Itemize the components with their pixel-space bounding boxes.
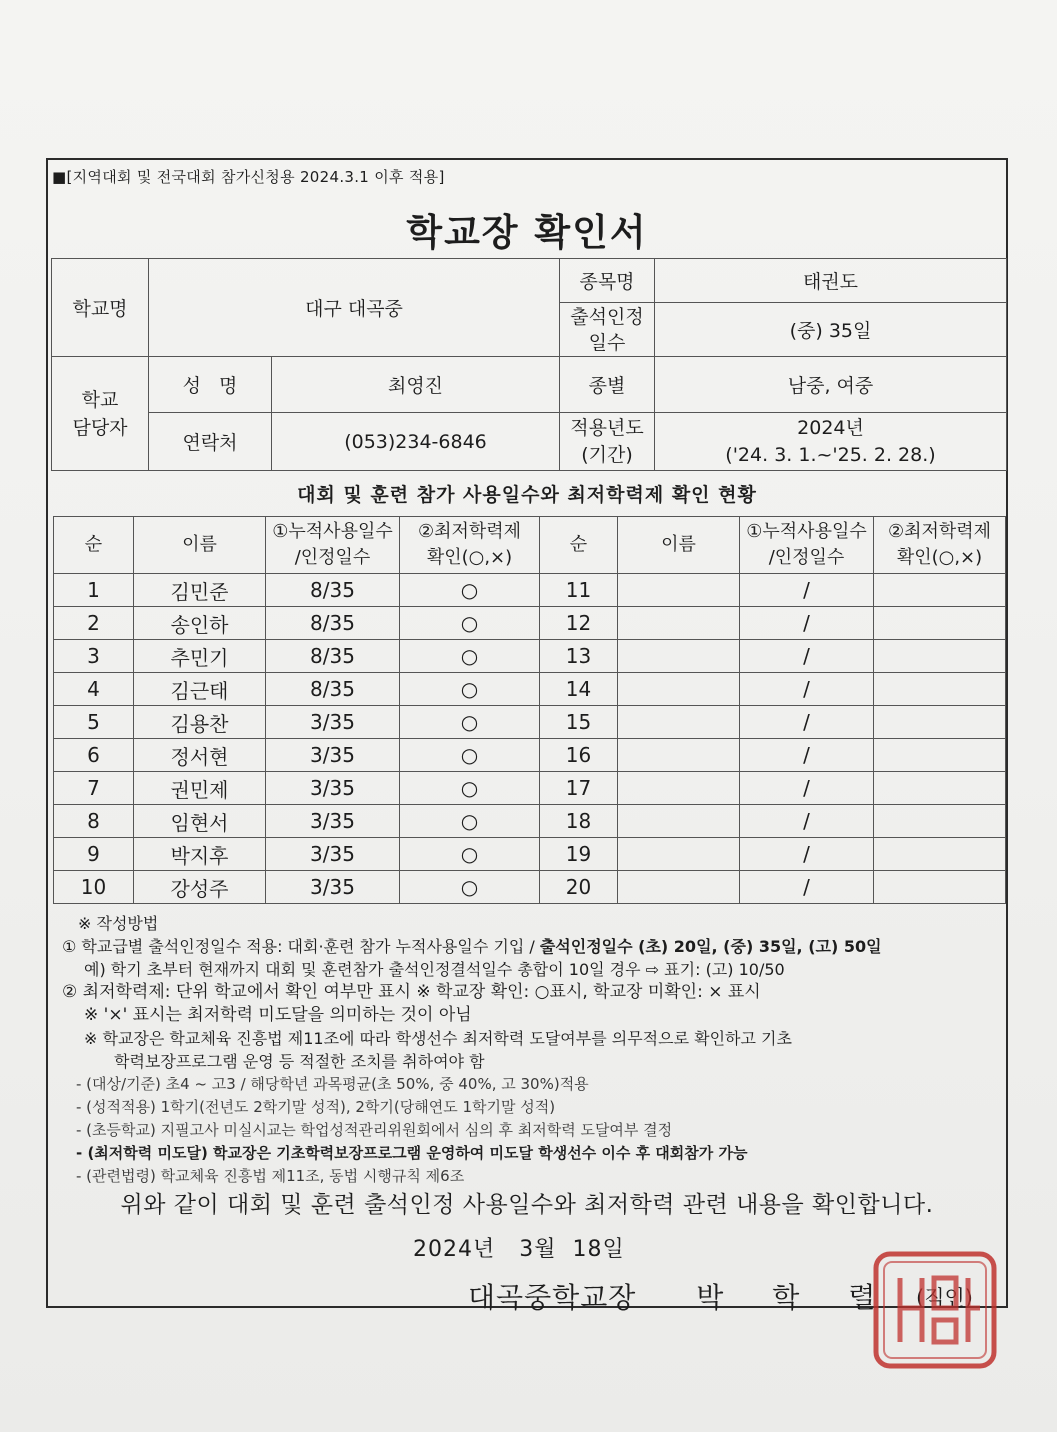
table-row: [54, 574, 1006, 607]
row-name: 김민준: [134, 574, 266, 607]
row-no: 17: [540, 772, 618, 805]
row-days: /: [740, 706, 874, 739]
row-name: [618, 607, 740, 640]
header-check: ②최저학력제 확인(○,×): [400, 517, 540, 574]
row-days: 8/35: [266, 574, 400, 607]
name-value: 최영진: [272, 357, 560, 413]
header-no: 순: [54, 517, 134, 574]
note-line: - (초등학교) 지필고사 미실시교는 학업성적관리위원회에서 심의 후 최저학력 도달여부 결정: [76, 1121, 673, 1139]
row-check: [874, 838, 1006, 871]
row-days: /: [740, 607, 874, 640]
row-no: 20: [540, 871, 618, 904]
row-check: [874, 640, 1006, 673]
row-check: [874, 607, 1006, 640]
section-title: 대회 및 훈련 참가 사용일수와 최저학력제 확인 현황: [297, 484, 757, 506]
row-check: [874, 739, 1006, 772]
name-label: 성 명: [149, 357, 272, 413]
row-name: [618, 739, 740, 772]
row-check: ○: [400, 871, 540, 904]
row-check: ○: [400, 838, 540, 871]
header-no: 순: [540, 517, 618, 574]
note-line: 예) 학기 초부터 현재까지 대회 및 훈련참가 출석인정결석일수 총합이 10일 경우 ⇨ 표기: (고) 10/50: [84, 960, 785, 979]
table-row: [54, 673, 1006, 706]
header-note: ■[지역대회 및 전국대회 참가신청용 2024.3.1 이후 적용]: [52, 168, 445, 186]
table-row: [54, 772, 1006, 805]
row-check: [874, 805, 1006, 838]
row-no: 6: [54, 739, 134, 772]
note-bold-text: 출석인정일수 (초) 20일, (중) 35일, (고) 50일: [539, 937, 882, 956]
row-no: 11: [540, 574, 618, 607]
row-check: ○: [400, 739, 540, 772]
row-no: 8: [54, 805, 134, 838]
gender-label: 종별: [560, 357, 655, 413]
row-no: 14: [540, 673, 618, 706]
note-line: [62, 935, 1002, 958]
row-name: 추민기: [134, 640, 266, 673]
note-line: - (대상/기준) 초4 ~ 고3 / 해당학년 과목평균(초 50%, 중 40%, 고 30%)적용: [76, 1075, 589, 1093]
manager-label: 학교 담당자: [52, 357, 149, 471]
note-line: 학력보장프로그램 운영 등 적절한 조치를 취하여야 함: [114, 1052, 485, 1071]
attendance-label: 출석인정 일수: [560, 303, 655, 357]
note-line: - (성적적용) 1학기(전년도 2학기말 성적), 2학기(당해연도 1학기말 성적): [76, 1098, 556, 1116]
contact-value: (053)234-6846: [272, 413, 560, 471]
row-check: ○: [400, 673, 540, 706]
notes-heading: ※ 작성방법: [78, 914, 159, 933]
table-row: [54, 607, 1006, 640]
header-name: 이름: [618, 517, 740, 574]
row-days: 3/35: [266, 772, 400, 805]
row-no: 13: [540, 640, 618, 673]
info-table: [51, 258, 1007, 471]
row-name: 임현서: [134, 805, 266, 838]
row-name: [618, 706, 740, 739]
row-check: ○: [400, 706, 540, 739]
row-days: /: [740, 739, 874, 772]
instructions: [62, 912, 1002, 1188]
row-name: [618, 772, 740, 805]
page-title: 학교장 확인서: [406, 211, 648, 254]
school-label: 학교명: [52, 259, 149, 357]
row-days: 3/35: [266, 838, 400, 871]
row-no: 5: [54, 706, 134, 739]
row-name: 김용찬: [134, 706, 266, 739]
row-check: ○: [400, 640, 540, 673]
gender-value: 남중, 여중: [655, 357, 1007, 413]
seal-label: (직인): [916, 1286, 973, 1310]
header-days: ①누적사용일수 /인정일수: [266, 517, 400, 574]
contact-label: 연락처: [149, 413, 272, 471]
row-days: 3/35: [266, 739, 400, 772]
period-value: ('24. 3. 1.~'25. 2. 28.): [725, 443, 936, 466]
header-days: ①누적사용일수 /인정일수: [740, 517, 874, 574]
row-no: 3: [54, 640, 134, 673]
row-days: /: [740, 871, 874, 904]
school-seal-icon: [870, 1248, 1000, 1372]
event-value: 태권도: [655, 259, 1007, 303]
row-check: [874, 673, 1006, 706]
row-name: [618, 838, 740, 871]
signer-name: 박 학 렬: [696, 1281, 896, 1314]
row-no: 9: [54, 838, 134, 871]
row-no: 15: [540, 706, 618, 739]
row-check: [874, 871, 1006, 904]
row-check: [874, 574, 1006, 607]
note-line: ② 최저학력제: 단위 학교에서 확인 여부만 표시 ※ 학교장 확인: ○표시, 학교장 미확인: × 표시: [62, 982, 761, 1002]
school-value: 대구 대곡중: [149, 259, 560, 357]
participant-table: [53, 516, 1006, 904]
row-days: /: [740, 805, 874, 838]
row-check: ○: [400, 607, 540, 640]
row-no: 1: [54, 574, 134, 607]
signer: [468, 1276, 895, 1316]
row-no: 7: [54, 772, 134, 805]
row-name: [618, 673, 740, 706]
header-check: ②최저학력제 확인(○,×): [874, 517, 1006, 574]
note-line: - (관련법령) 학교체육 진흥법 제11조, 동법 시행규칙 제6조: [76, 1167, 465, 1185]
row-days: 8/35: [266, 607, 400, 640]
row-days: /: [740, 640, 874, 673]
row-no: 16: [540, 739, 618, 772]
table-row: [54, 871, 1006, 904]
table-row: [54, 706, 1006, 739]
table-row: [54, 805, 1006, 838]
row-name: 권민제: [134, 772, 266, 805]
row-name: 정서현: [134, 739, 266, 772]
row-days: /: [740, 673, 874, 706]
table-row: [54, 838, 1006, 871]
row-name: 박지후: [134, 838, 266, 871]
signer-school: 대곡중학교장: [468, 1281, 637, 1314]
note-line: - (최저학력 미도달) 학교장은 기초학력보장프로그램 운영하여 미도달 학생선수 이수 후 대회참가 가능: [76, 1144, 748, 1162]
row-name: 김근태: [134, 673, 266, 706]
header-name: 이름: [134, 517, 266, 574]
row-days: 3/35: [266, 706, 400, 739]
attendance-value: (중) 35일: [655, 303, 1007, 357]
row-days: 8/35: [266, 673, 400, 706]
row-check: ○: [400, 574, 540, 607]
row-name: [618, 640, 740, 673]
row-no: 4: [54, 673, 134, 706]
confirmation-text: 위와 같이 대회 및 훈련 출석인정 사용일수와 최저학력 관련 내용을 확인합니다.: [120, 1192, 934, 1218]
event-label: 종목명: [560, 259, 655, 303]
row-no: 18: [540, 805, 618, 838]
table-header-row: [54, 517, 1006, 574]
row-days: 8/35: [266, 640, 400, 673]
note-line: ※ '×' 표시는 최저학력 미도달을 의미하는 것이 아님: [84, 1005, 472, 1025]
row-days: 3/35: [266, 871, 400, 904]
row-check: [874, 772, 1006, 805]
note-line: ※ 학교장은 학교체육 진흥법 제11조에 따라 학생선수 최저학력 도달여부를 의무적으로 확인하고 기초: [84, 1029, 792, 1048]
row-no: 12: [540, 607, 618, 640]
row-name: [618, 871, 740, 904]
table-row: [54, 739, 1006, 772]
year-label: 적용년도 (기간): [560, 413, 655, 471]
row-days: /: [740, 838, 874, 871]
row-check: ○: [400, 772, 540, 805]
row-no: 19: [540, 838, 618, 871]
row-no: 2: [54, 607, 134, 640]
year-cell: [655, 413, 1007, 471]
row-name: 강성주: [134, 871, 266, 904]
row-name: [618, 805, 740, 838]
row-no: 10: [54, 871, 134, 904]
row-days: /: [740, 772, 874, 805]
row-check: ○: [400, 805, 540, 838]
table-row: [54, 640, 1006, 673]
row-days: 3/35: [266, 805, 400, 838]
year-value: 2024년: [797, 416, 864, 439]
issue-date: 2024년 3월 18일: [413, 1237, 625, 1262]
row-check: [874, 706, 1006, 739]
form-frame: [46, 158, 1008, 1314]
note-text: ① 학교급별 출석인정일수 적용: 대회·훈련 참가 누적사용일수 기입 /: [62, 937, 540, 956]
row-name: [618, 574, 740, 607]
row-name: 송인하: [134, 607, 266, 640]
row-days: /: [740, 574, 874, 607]
